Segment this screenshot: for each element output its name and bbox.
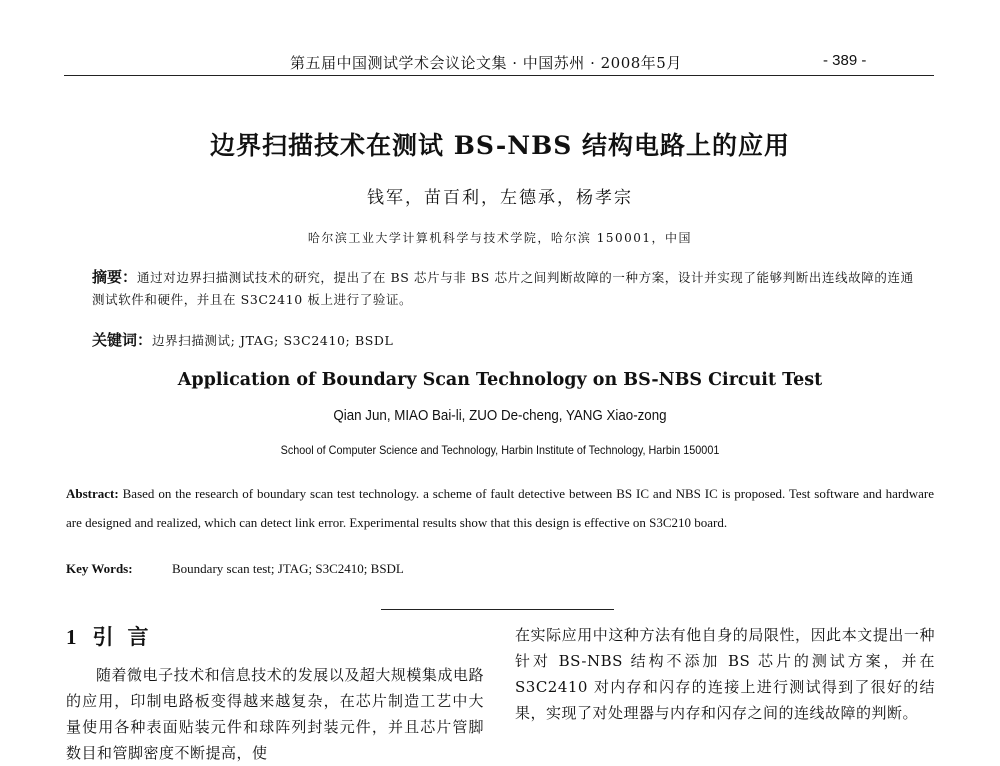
keywords-en-text: Boundary scan test; JTAG; S3C2410; BSDL: [172, 561, 404, 576]
paper-title-cn: 边界扫描技术在测试 BS-NBS 结构电路上的应用: [210, 131, 790, 160]
keywords-en: [66, 561, 404, 577]
authors-cn: 钱军，苗百利，左德承，杨孝宗: [367, 188, 633, 208]
affiliation-en: School of Computer Science and Technology, Harbin Institute of Technology, Harbin 150001: [280, 443, 720, 457]
section-number: 1: [66, 625, 77, 649]
header-rule: [64, 75, 934, 76]
running-header: [0, 52, 1000, 74]
page-number: - 389 -: [823, 52, 867, 69]
section-divider: [381, 609, 614, 610]
abstract-cn-text: 通过对边界扫描测试技术的研究，提出了在 BS 芯片与非 BS 芯片之间判断故障的一种方案，设计并实现了能够判断出连线故障的连通测试软件和硬件，并且在 S3C2410 板上进行了验证。: [92, 270, 914, 307]
keywords-cn-text: 边界扫描测试; JTAG; S3C2410; BSDL: [152, 333, 394, 348]
abstract-cn: [92, 266, 922, 311]
abstract-cn-label: 摘要：: [92, 268, 138, 286]
body-left-column: 随着微电子技术和信息技术的发展以及超大规模集成电路的应用，印制电路板变得越来越复杂，在芯片制造工艺中大量使用各种表面贴装元件和球阵列封装元件，并且芯片管脚数目和管脚密度不断提高，使: [66, 666, 484, 762]
keywords-en-label: Key Words:: [66, 561, 133, 576]
section-heading: [66, 621, 163, 651]
section-title: 引言: [92, 624, 163, 649]
body-right-column: 在实际应用中这种方法有他自身的局限性，因此本文提出一种针对 BS-NBS 结构不添加 BS 芯片的测试方案，并在 S3C2410 对内存和闪存的连接上进行测试得到了很好的结果，实现了对处理器与内存和闪存之间的连线故障的判断。: [515, 626, 935, 722]
authors-en: Qian Jun, MIAO Bai-li, ZUO De-cheng, YANG Xiao-zong: [333, 408, 667, 424]
keywords-cn-label: 关键词：: [92, 331, 153, 349]
abstract-en: [66, 479, 934, 537]
keywords-cn: [92, 329, 393, 350]
paper-title-en: Application of Boundary Scan Technology on BS-NBS Circuit Test: [177, 370, 823, 390]
abstract-en-label: Abstract:: [66, 486, 119, 501]
abstract-en-text: Based on the research of boundary scan test technology. a scheme of fault detective between BS IC and NBS IC is proposed. Test software and hardware are designed and realized, which can detect link error. Experimental results show that this design is effective on S3C210 board.: [66, 486, 934, 530]
affiliation-cn: 哈尔滨工业大学计算机科学与技术学院，哈尔滨 150001，中国: [307, 231, 693, 245]
journal-title: 第五届中国测试学术会议论文集 · 中国苏州 · 2008年5月: [290, 54, 682, 72]
